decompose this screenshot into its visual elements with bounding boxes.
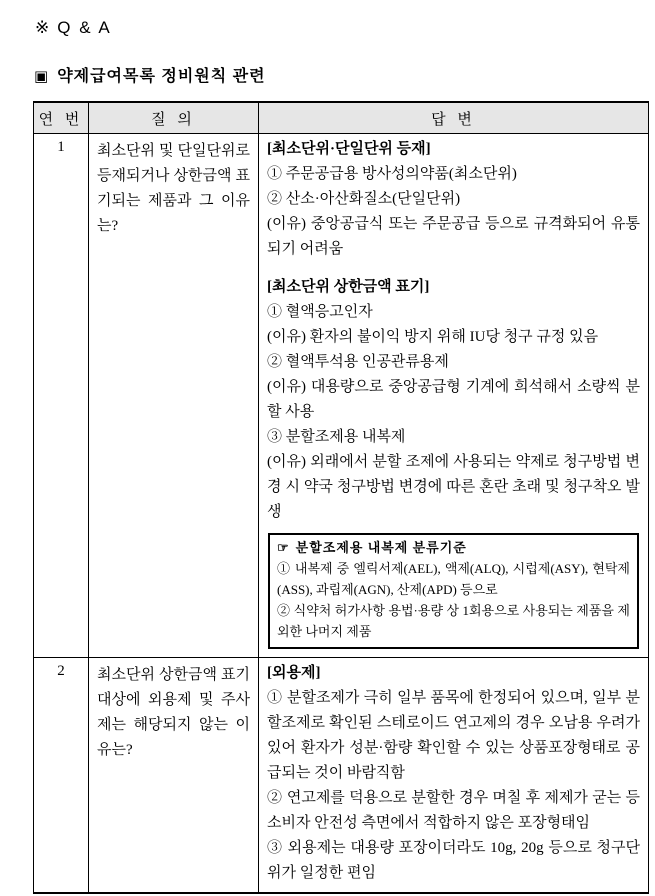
pointing-hand-icon: ☞ [277, 540, 290, 555]
note-box-paragraph: ② 식약처 허가사항 용법·용량 상 1회용으로 사용되는 제품을 제외한 나머지 제품 [277, 603, 630, 639]
answer-section [267, 661, 640, 886]
question-cell: 최소단위 상한금액 표기 대상에 외용제 및 주사제는 해당되지 않는 이유는? [89, 658, 259, 894]
qa-table [33, 101, 649, 894]
note-box-heading-text: 분할조제용 내복제 분류기준 [295, 540, 467, 555]
row-number-cell: 2 [34, 658, 89, 894]
answer-section [267, 137, 640, 262]
table-row [34, 658, 649, 894]
table-row [34, 134, 649, 658]
row-number-cell: 1 [34, 134, 89, 658]
answer-section-heading: [외용제] [267, 665, 321, 681]
page-title [35, 18, 648, 38]
answer-paragraph: ② 연고제를 덕용으로 분할한 경우 며칠 후 제제가 굳는 등 소비자 안전성 측면에서 적합하지 않은 포장형태임 [267, 790, 640, 831]
column-header-answer: 답 변 [259, 102, 649, 134]
square-bullet-icon: ▣ [34, 68, 50, 85]
answer-section-heading: [최소단위·단일단위 등재] [267, 141, 431, 157]
note-box-paragraph: ① 내복제 중 엘릭서제(AEL), 액제(ALQ), 시럽제(ASY), 현탁제(ASS), 과립제(AGN), 산제(APD) 등으로 [277, 561, 630, 597]
answer-paragraph: (이유) 중앙공급식 또는 주문공급 등으로 규격화되어 유통되기 어려움 [267, 216, 640, 257]
column-header-no: 연 번 [34, 102, 89, 134]
answer-section [267, 275, 640, 525]
answer-cell [259, 658, 649, 894]
note-box [268, 533, 639, 649]
answer-paragraph: ① 혈액응고인자 [267, 304, 373, 320]
note-box-heading [277, 537, 630, 558]
section-title-text: 약제급여목록 정비원칙 관련 [57, 68, 266, 85]
answer-paragraph: ① 주문공급용 방사성의약품(최소단위) [267, 166, 517, 182]
reference-mark-icon: ※ [35, 18, 50, 37]
answer-paragraph: (이유) 대용량으로 중앙공급형 기계에 희석해서 소량씩 분할 사용 [267, 379, 640, 420]
answer-paragraph: ② 혈액투석용 인공관류용제 [267, 354, 449, 370]
answer-paragraph: (이유) 환자의 불이익 방지 위해 IU당 청구 규정 있음 [267, 329, 599, 345]
answer-paragraph: ③ 외용제는 대용량 포장이더라도 10g, 20g 등으로 청구단위가 일정한 편임 [267, 840, 640, 881]
table-header-row [34, 102, 649, 134]
section-title [34, 63, 648, 86]
answer-paragraph: ② 산소·아산화질소(단일단위) [267, 191, 461, 207]
question-cell: 최소단위 및 단일단위로 등재되거나 상한금액 표기되는 제품과 그 이유는? [89, 134, 259, 658]
answer-paragraph: (이유) 외래에서 분할 조제에 사용되는 약제로 청구방법 변경 시 약국 청구방법 변경에 따른 혼란 초래 및 청구착오 발생 [267, 454, 640, 520]
answer-paragraph: ③ 분할조제용 내복제 [267, 429, 406, 445]
column-header-question: 질 의 [89, 102, 259, 134]
page-title-text: Q & A [57, 18, 112, 37]
answer-paragraph: ① 분할조제가 극히 일부 품목에 한정되어 있으며, 일부 분할조제로 확인된 스테로이드 연고제의 경우 오남용 우려가 있어 환자가 성분·함량 확인할 수 있는 상품포장형태로 공급되는 것이 바람직함 [267, 690, 640, 781]
answer-cell [259, 134, 649, 658]
answer-section-heading: [최소단위 상한금액 표기] [267, 279, 430, 295]
